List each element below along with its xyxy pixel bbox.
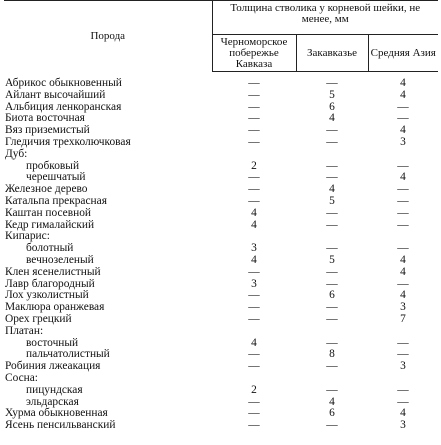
value-black-sea-coast: — <box>248 194 260 207</box>
value-central-asia: — <box>397 348 409 361</box>
value-black-sea-coast: — <box>248 407 260 420</box>
value-transcaucasia: — <box>326 277 338 290</box>
value-central-asia: 4 <box>400 124 406 137</box>
table-row <box>4 137 438 149</box>
value-central-asia: 3 <box>400 360 406 373</box>
value-central-asia: — <box>397 206 409 219</box>
species-name: Лавр благородный <box>5 277 95 290</box>
value-black-sea-coast: — <box>248 88 260 101</box>
value-central-asia: 3 <box>400 301 406 314</box>
value-transcaucasia: 4 <box>329 395 335 408</box>
value-black-sea-coast: — <box>248 289 260 302</box>
value-central-asia: — <box>397 159 409 172</box>
species-name: Лох узколистный <box>5 289 89 302</box>
value-transcaucasia: — <box>326 171 338 184</box>
value-black-sea-coast: — <box>248 360 260 373</box>
table-row <box>4 72 438 90</box>
table-body <box>4 72 438 432</box>
value-black-sea-coast: — <box>248 395 260 408</box>
species-name: пицундская <box>26 383 83 396</box>
value-central-asia: 4 <box>400 253 406 266</box>
species-name: Дуб: <box>5 147 28 160</box>
value-transcaucasia: 5 <box>329 253 335 266</box>
value-black-sea-coast: 4 <box>251 206 257 219</box>
value-transcaucasia: — <box>326 124 338 137</box>
value-black-sea-coast: — <box>248 100 260 113</box>
value-transcaucasia: — <box>326 159 338 172</box>
table-row <box>4 420 438 432</box>
species-name: Гледичия трехколючковая <box>5 135 131 148</box>
value-black-sea-coast: — <box>248 419 260 432</box>
species-name: Вяз приземистый <box>5 124 90 137</box>
value-black-sea-coast: 2 <box>251 383 257 396</box>
species-name: Сосна: <box>5 371 38 384</box>
value-central-asia: — <box>397 277 409 290</box>
value-black-sea-coast <box>212 149 296 161</box>
value-black-sea-coast: — <box>248 135 260 148</box>
value-transcaucasia: — <box>326 135 338 148</box>
value-transcaucasia: 5 <box>329 194 335 207</box>
species-name: Ясень пенсильванский <box>5 419 116 432</box>
value-black-sea-coast <box>212 373 296 385</box>
value-transcaucasia: — <box>326 301 338 314</box>
species-name: вечнозеленый <box>26 253 94 266</box>
species-name: Клен ясенелистный <box>5 265 101 278</box>
value-central-asia: — <box>397 194 409 207</box>
header-transcaucasia: Закавказье <box>296 35 368 72</box>
value-transcaucasia <box>296 373 368 385</box>
value-transcaucasia: — <box>326 265 338 278</box>
value-central-asia: — <box>397 336 409 349</box>
value-central-asia: — <box>397 183 409 196</box>
value-transcaucasia: — <box>326 383 338 396</box>
value-transcaucasia: 5 <box>329 88 335 101</box>
value-black-sea-coast: 3 <box>251 242 257 255</box>
value-transcaucasia: — <box>326 77 338 89</box>
value-central-asia: 4 <box>400 171 406 184</box>
value-black-sea-coast: — <box>248 301 260 314</box>
table-row <box>4 90 438 102</box>
value-central-asia: 7 <box>400 312 406 325</box>
value-black-sea-coast: — <box>248 77 260 89</box>
species-name: болотный <box>26 242 74 255</box>
table-row <box>4 326 438 338</box>
value-black-sea-coast: — <box>248 265 260 278</box>
value-central-asia: 4 <box>400 77 406 89</box>
species-name: Кедр гималайский <box>5 218 95 231</box>
species-name: черешчатый <box>26 171 86 184</box>
species-name: Платан: <box>5 324 44 337</box>
table-row <box>4 149 438 161</box>
value-central-asia: 4 <box>400 289 406 302</box>
value-central-asia: 3 <box>400 135 406 148</box>
value-transcaucasia <box>296 149 368 161</box>
table-row <box>4 220 438 232</box>
species-name: эльдарская <box>26 395 79 408</box>
value-transcaucasia: — <box>326 312 338 325</box>
value-transcaucasia: 6 <box>329 289 335 302</box>
value-transcaucasia: — <box>326 360 338 373</box>
value-black-sea-coast: 4 <box>251 336 257 349</box>
value-central-asia: — <box>397 242 409 255</box>
table-row <box>4 373 438 385</box>
value-central-asia <box>368 149 438 161</box>
value-transcaucasia: — <box>326 242 338 255</box>
table-row <box>4 208 438 220</box>
species-name: Альбиция ленкоранская <box>5 100 122 113</box>
species-name: Биота восточная <box>5 112 85 125</box>
header-central-asia: Средняя Азия <box>368 35 438 72</box>
table-row <box>4 196 438 208</box>
value-transcaucasia: 4 <box>329 112 335 125</box>
value-black-sea-coast: — <box>248 348 260 361</box>
value-black-sea-coast: — <box>248 112 260 125</box>
value-black-sea-coast: — <box>248 124 260 137</box>
species-name: пальчатолистный <box>26 348 110 361</box>
value-black-sea-coast: — <box>248 171 260 184</box>
species-name: Айлант высочайший <box>5 88 106 101</box>
value-black-sea-coast: 4 <box>251 218 257 231</box>
header-thickness: Толщина стволика у корневой шейки, не менее, мм <box>212 1 438 35</box>
value-transcaucasia: 8 <box>329 348 335 361</box>
value-central-asia: — <box>397 383 409 396</box>
value-transcaucasia: — <box>326 336 338 349</box>
value-black-sea-coast: 4 <box>251 253 257 266</box>
value-central-asia: — <box>397 218 409 231</box>
table-row <box>4 255 438 267</box>
value-transcaucasia: — <box>326 206 338 219</box>
header-black-sea-coast: Черноморское побережье Кавказа <box>212 35 296 72</box>
species-name: пробковый <box>26 159 80 172</box>
species-name: Хурма обыкновенная <box>5 407 108 420</box>
value-transcaucasia: — <box>326 419 338 432</box>
value-transcaucasia: 6 <box>329 407 335 420</box>
value-central-asia: 4 <box>400 407 406 420</box>
species-name: Катальпа прекрасная <box>5 194 107 207</box>
species-name: Железное дерево <box>5 183 88 196</box>
value-central-asia <box>368 326 438 338</box>
value-central-asia: 4 <box>400 265 406 278</box>
species-table <box>4 0 438 432</box>
table-header <box>4 1 438 72</box>
species-name: Абрикос обыкновенный <box>5 76 122 89</box>
table-row <box>4 361 438 373</box>
value-transcaucasia <box>296 326 368 338</box>
value-black-sea-coast: 3 <box>251 277 257 290</box>
species-name: восточный <box>26 336 79 349</box>
value-central-asia <box>368 373 438 385</box>
value-black-sea-coast: — <box>248 183 260 196</box>
value-central-asia: — <box>397 395 409 408</box>
value-transcaucasia: — <box>326 218 338 231</box>
value-central-asia: — <box>397 112 409 125</box>
table-row <box>4 385 438 397</box>
value-black-sea-coast <box>212 326 296 338</box>
species-name: Маклюра оранжевая <box>5 301 105 314</box>
table-row <box>4 267 438 279</box>
value-transcaucasia: 4 <box>329 183 335 196</box>
value-central-asia: — <box>397 100 409 113</box>
table-row <box>4 314 438 326</box>
value-black-sea-coast: — <box>248 312 260 325</box>
value-central-asia: 3 <box>400 419 406 432</box>
species-name: Орех грецкий <box>5 312 72 325</box>
value-transcaucasia: 6 <box>329 100 335 113</box>
species-name: Робиния лжеакация <box>5 360 101 373</box>
species-name: Кипарис: <box>5 230 50 243</box>
species-name: Каштан посевной <box>5 206 91 219</box>
value-black-sea-coast: 2 <box>251 159 257 172</box>
header-species: Порода <box>4 1 212 72</box>
value-central-asia: 4 <box>400 88 406 101</box>
